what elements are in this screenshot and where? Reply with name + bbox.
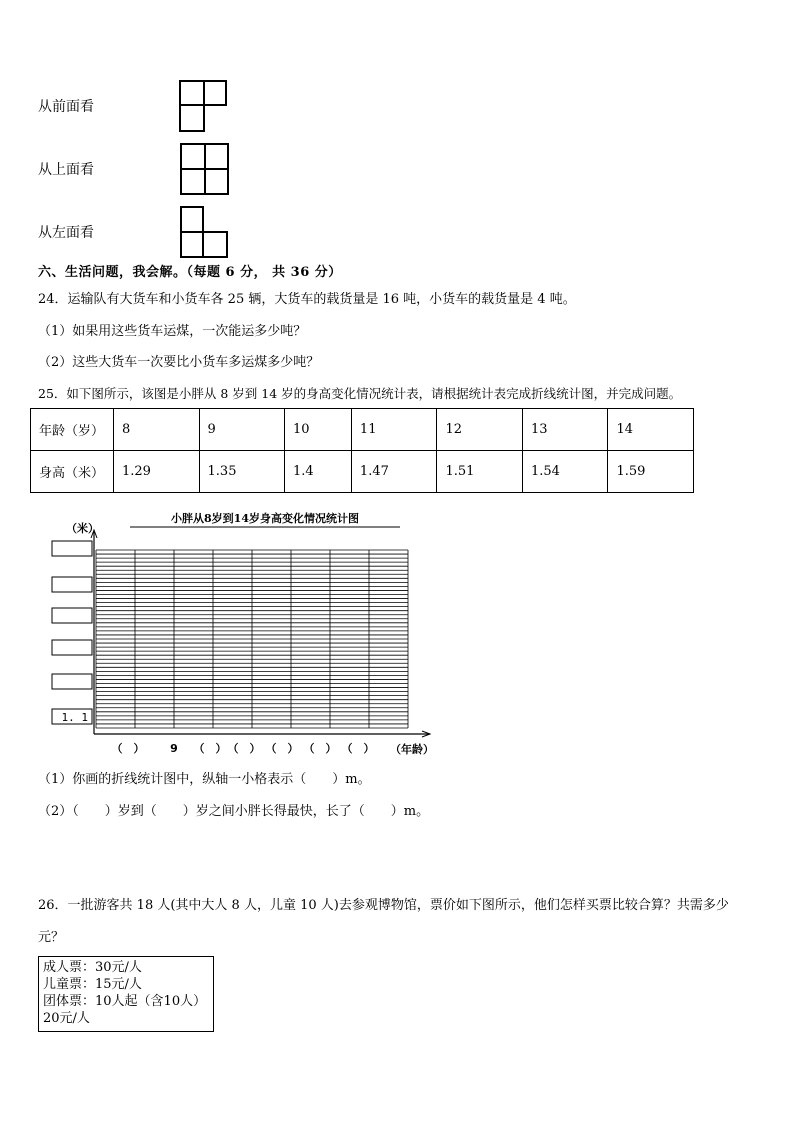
q25-sub2: （2）（ ）岁到（ ）岁之间小胖长得最快，长了（ ）m。 — [38, 804, 430, 819]
q26-stem-line1: 26．一批游客共 18 人(其中大人 8 人，儿童 10 人)去参观博物馆，票价如下图所示，他们怎样买票比较合算？共需多少 — [38, 898, 729, 913]
chart-y-label: （米） — [66, 522, 99, 535]
table-cell-age: 14 — [608, 409, 694, 451]
price-group: 团体票：10人起（含10人） — [43, 994, 207, 1009]
table-row-height — [31, 451, 694, 493]
table-cell-height: 1.54 — [522, 451, 608, 493]
front-view-figure — [178, 79, 230, 135]
view-label-top: 从上面看 — [38, 162, 94, 178]
q25-stem: 25．如下图所示，该图是小胖从 8 岁到 14 岁的身高变化情况统计表，请根据统计表完成折线统计图，并完成问题。 — [38, 386, 682, 401]
left-view-figure — [178, 204, 232, 260]
table-cell-height: 1.29 — [114, 451, 200, 493]
y-tick-label-box — [52, 640, 92, 655]
chart-plot — [30, 508, 440, 758]
x-tick-label: （ ） — [111, 742, 145, 755]
table-cell-height: 1.47 — [351, 451, 437, 493]
price-adult: 成人票：30元/人 — [43, 960, 142, 975]
table-cell-height: 1.35 — [199, 451, 285, 493]
x-tick-label: （ ） — [227, 742, 261, 755]
q24-stem: 24．运输队有大货车和小货车各 25 辆，大货车的载货量是 16 吨，小货车的载货量是 4 吨。 — [38, 292, 576, 307]
table-cell-age: 12 — [437, 409, 523, 451]
y-tick-label-box — [52, 541, 92, 556]
table-cell-age: 9 — [199, 409, 285, 451]
table-cell-height: 1.59 — [608, 451, 694, 493]
y-tick-label-box — [52, 608, 92, 623]
y-tick-label: 1. 1 — [61, 711, 88, 724]
y-tick-label-box — [52, 577, 92, 592]
table-cell-age: 11 — [351, 409, 437, 451]
table-header-age: 年龄（岁） — [31, 409, 114, 451]
table-row-age — [31, 409, 694, 451]
chart-x-label: （年龄） — [390, 743, 434, 756]
section-title: 六、生活问题，我会解。（每题 6 分， 共 36 分） — [38, 265, 342, 280]
view-label-front: 从前面看 — [38, 99, 94, 115]
y-tick-label-box — [52, 674, 92, 689]
table-header-height: 身高（米） — [31, 451, 114, 493]
view-label-left: 从左面看 — [38, 225, 94, 241]
x-tick-label: （ ） — [265, 742, 299, 755]
x-tick-label: （ ） — [303, 742, 337, 755]
line-chart — [30, 508, 440, 758]
table-cell-age: 8 — [114, 409, 200, 451]
q24-sub2: （2）这些大货车一次要比小货车多运煤多少吨？ — [38, 355, 320, 370]
top-view-figure — [178, 141, 232, 197]
q26-stem-line2: 元？ — [38, 930, 65, 945]
price-box — [38, 956, 214, 1032]
x-tick-label: 9 — [170, 742, 178, 755]
table-cell-age: 13 — [522, 409, 608, 451]
chart-title: 小胖从8岁到14岁身高变化情况统计图 — [171, 512, 359, 525]
table-cell-height: 1.4 — [285, 451, 352, 493]
table-cell-height: 1.51 — [437, 451, 523, 493]
x-tick-label: （ ） — [341, 742, 375, 755]
x-tick-label: （ ） — [193, 742, 227, 755]
q24-sub1: （1）如果用这些货车运煤，一次能运多少吨？ — [38, 324, 307, 339]
price-child: 儿童票：15元/人 — [43, 977, 142, 992]
table-cell-age: 10 — [285, 409, 352, 451]
q25-sub1: （1）你画的折线统计图中，纵轴一小格表示（ ）m。 — [38, 772, 371, 787]
price-group-rate: 20元/人 — [43, 1011, 90, 1026]
height-stats-table — [30, 408, 694, 493]
